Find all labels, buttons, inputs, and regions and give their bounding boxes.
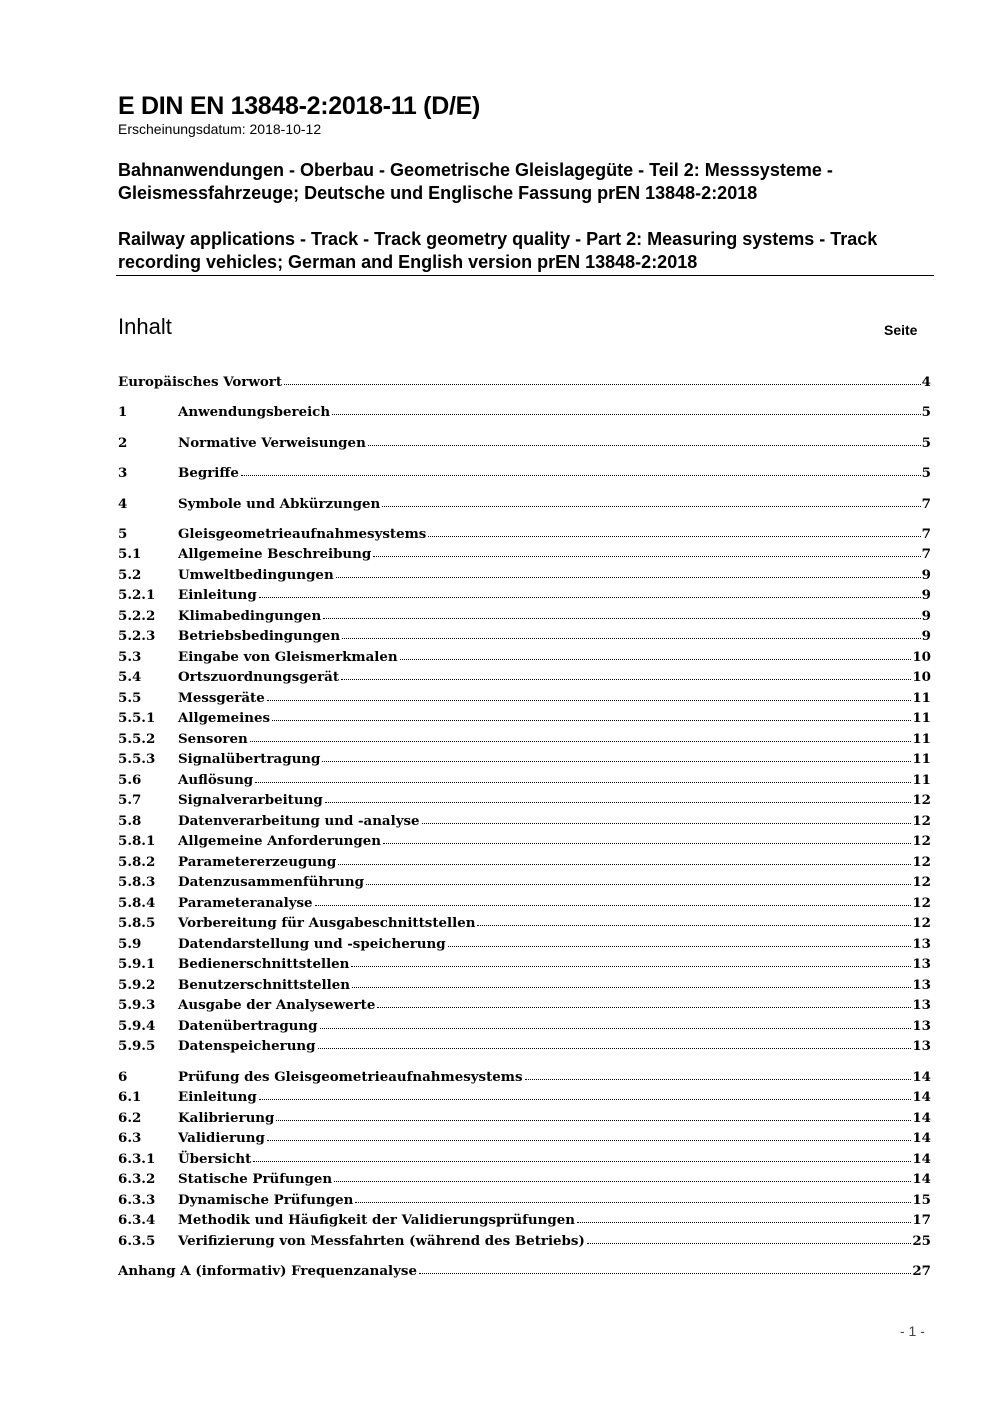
toc-entry-number: 5.3 — [118, 649, 142, 665]
toc-entry-number: 5.2.2 — [118, 608, 156, 624]
toc-dot-leader — [334, 1181, 911, 1182]
toc-dot-leader — [587, 1243, 912, 1244]
toc-entry[interactable] — [118, 747, 931, 767]
toc-entry[interactable] — [118, 522, 931, 542]
toc-dot-leader — [325, 802, 912, 803]
toc-entry-number: 5.8.2 — [118, 854, 156, 870]
toc-entry-title: Anwendungsbereich — [178, 404, 331, 420]
toc-entry-title: Übersicht — [178, 1151, 252, 1167]
toc-entry-number: 5.9.1 — [118, 956, 156, 972]
toc-entry-title: Allgemeine Beschreibung — [178, 546, 372, 562]
toc-entry-title: Normative Verweisungen — [178, 435, 366, 451]
toc-entry-number: 5.1 — [118, 546, 142, 562]
toc-dot-leader — [373, 556, 920, 557]
toc-dot-leader — [338, 864, 911, 865]
toc-entry-number: 5.6 — [118, 772, 142, 788]
toc-entry-title: Ortszuordnungsgerät — [178, 669, 340, 685]
toc-entry-title: Verifizierung von Messfahrten (während des Betriebs) — [178, 1233, 585, 1249]
toc-entry[interactable] — [118, 431, 931, 451]
toc-entry-title: Auflösung — [178, 772, 254, 788]
toc-entry[interactable] — [118, 706, 931, 726]
toc-entry-title: Signalverarbeitung — [178, 792, 323, 808]
toc-entry-title: Ausgabe der Analysewerte — [178, 997, 376, 1013]
toc-entry-page: 12 — [912, 915, 931, 931]
toc-entry-title: Validierung — [178, 1130, 265, 1146]
toc-entry-page: 13 — [912, 936, 931, 952]
toc-dot-leader — [355, 1202, 911, 1203]
toc-entry-page: 10 — [912, 669, 931, 685]
toc-entry-number: 5.9 — [118, 936, 142, 952]
toc-dot-leader — [318, 1048, 912, 1049]
toc-entry-page: 14 — [912, 1089, 931, 1105]
toc-entry-page: 4 — [921, 374, 931, 390]
toc-entry-page: 11 — [912, 751, 931, 767]
toc-entry-number: 5.5 — [118, 690, 142, 706]
toc-dot-leader — [422, 823, 912, 824]
toc-dot-leader — [241, 475, 921, 476]
toc-entry-page: 12 — [912, 874, 931, 890]
toc-entry-title: Statische Prüfungen — [178, 1171, 333, 1187]
toc-entry-page: 7 — [921, 526, 931, 542]
toc-entry-title: Datenzusammenführung — [178, 874, 364, 890]
toc-entry-title: Eingabe von Gleismerkmalen — [178, 649, 398, 665]
toc-entry[interactable] — [118, 1106, 931, 1126]
toc-entry[interactable] — [118, 624, 931, 644]
toc-entry-number: 5.2.3 — [118, 628, 156, 644]
toc-entry-number: 5.5.3 — [118, 751, 156, 767]
toc-entry-number: 5.5.1 — [118, 710, 156, 726]
toc-dot-leader — [428, 536, 920, 537]
toc-entry-number: 6.3.4 — [118, 1212, 156, 1228]
toc-entry-page: 13 — [912, 977, 931, 993]
toc-entry-number: 5.9.4 — [118, 1018, 156, 1034]
toc-entry[interactable] — [118, 370, 931, 390]
toc-entry-page: 14 — [912, 1130, 931, 1146]
toc-dot-leader — [419, 1273, 911, 1274]
toc-entry[interactable] — [118, 788, 931, 808]
toc-entry-page: 12 — [912, 854, 931, 870]
toc-entry-title: Datenübertragung — [178, 1018, 318, 1034]
toc-dot-leader — [259, 1099, 912, 1100]
toc-dot-leader — [272, 720, 911, 721]
toc-entry-number: 4 — [118, 496, 128, 512]
page-number: - 1 - — [900, 1323, 925, 1339]
toc-entry[interactable] — [118, 583, 931, 603]
toc-entry-number: 5.7 — [118, 792, 142, 808]
toc-entry-page: 13 — [912, 997, 931, 1013]
toc-entry-title: Klimabedingungen — [178, 608, 322, 624]
toc-entry[interactable] — [118, 768, 931, 788]
toc-dot-leader — [255, 782, 911, 783]
toc-entry-page: 12 — [912, 792, 931, 808]
toc-entry-number: 5.4 — [118, 669, 142, 685]
toc-entry-number: 5.9.5 — [118, 1038, 156, 1054]
toc-entry[interactable] — [118, 1208, 931, 1228]
toc-entry-title: Datenspeicherung — [178, 1038, 316, 1054]
toc-entry-title: Prüfung des Gleisgeometrieaufnahmesystems — [178, 1069, 523, 1085]
toc-entry-page: 7 — [921, 546, 931, 562]
toc-entry-title: Bedienerschnittstellen — [178, 956, 350, 972]
toc-dot-leader — [336, 577, 921, 578]
toc-entry[interactable] — [118, 952, 931, 972]
toc-entry-page: 14 — [912, 1069, 931, 1085]
toc-entry-page: 14 — [912, 1171, 931, 1187]
toc-entry-title: Europäisches Vorwort — [118, 374, 283, 390]
toc-entry-page: 13 — [912, 1038, 931, 1054]
toc-entry-number: 5.5.2 — [118, 731, 156, 747]
toc-dot-leader — [320, 1028, 912, 1029]
toc-dot-leader — [267, 700, 912, 701]
toc-entry-page: 12 — [912, 813, 931, 829]
toc-entry[interactable] — [118, 870, 931, 890]
toc-entry-title: Umweltbedingungen — [178, 567, 334, 583]
toc-entry-title: Dynamische Prüfungen — [178, 1192, 354, 1208]
toc-dot-leader — [315, 905, 912, 906]
toc-entry-title: Kalibrierung — [178, 1110, 275, 1126]
toc-entry-page: 7 — [921, 496, 931, 512]
toc-entry-page: 11 — [912, 690, 931, 706]
toc-entry-title: Allgemeine Anforderungen — [178, 833, 382, 849]
toc-entry-number: 6 — [118, 1069, 128, 1085]
toc-entry-page: 25 — [912, 1233, 931, 1249]
toc-entry-page: 11 — [912, 772, 931, 788]
toc-dot-leader — [284, 384, 921, 385]
toc-entry-page: 15 — [912, 1192, 931, 1208]
toc-entry[interactable] — [118, 604, 931, 624]
title-divider — [116, 275, 934, 276]
toc-entry[interactable] — [118, 1065, 931, 1085]
toc-entry-page: 10 — [912, 649, 931, 665]
toc-entry[interactable] — [118, 1147, 931, 1167]
toc-entry-number: 3 — [118, 465, 128, 481]
toc-entry[interactable] — [118, 665, 931, 685]
toc-dot-leader — [332, 414, 921, 415]
toc-entry-title: Begriffe — [178, 465, 239, 481]
toc-entry-number: 5.8.5 — [118, 915, 156, 931]
toc-entry[interactable] — [118, 809, 931, 829]
toc-dot-leader — [351, 966, 911, 967]
toc-entry-title: Signalübertragung — [178, 751, 321, 767]
toc-dot-leader — [382, 506, 920, 507]
toc-entry-title: Parameteranalyse — [178, 895, 313, 911]
toc-dot-leader — [383, 843, 911, 844]
toc-entry-page: 5 — [921, 465, 931, 481]
toc-dot-leader — [352, 987, 911, 988]
toc-entry-number: 6.3.1 — [118, 1151, 156, 1167]
toc-dot-leader — [323, 618, 920, 619]
toc-entry-title: Sensoren — [178, 731, 248, 747]
toc-entry[interactable] — [118, 563, 931, 583]
toc-entry[interactable] — [118, 850, 931, 870]
german-title: Bahnanwendungen - Oberbau - Geometrische Gleislagegüte - Teil 2: Messsysteme - Gleismessfahrzeuge; Deutsche und Englische Fassung prEN 13848-2:2018 — [118, 160, 833, 203]
toc-entry-title: Parametererzeugung — [178, 854, 337, 870]
toc-entry-number: 6.3.5 — [118, 1233, 156, 1249]
toc-dot-leader — [276, 1120, 911, 1121]
toc-entry-title: Methodik und Häufigkeit der Validierungsprüfungen — [178, 1212, 575, 1228]
toc-entry[interactable] — [118, 911, 931, 931]
toc-entry[interactable] — [118, 727, 931, 747]
toc-entry[interactable] — [118, 1014, 931, 1034]
toc-entry[interactable] — [118, 1167, 931, 1187]
toc-entry-number: 5.2 — [118, 567, 142, 583]
toc-entry[interactable] — [118, 645, 931, 665]
toc-entry-page: 11 — [912, 710, 931, 726]
toc-entry[interactable] — [118, 542, 931, 562]
english-title: Railway applications - Track - Track geometry quality - Part 2: Measuring systems - Track recording vehicles; German and English version prEN 13848-2:2018 — [118, 229, 878, 272]
toc-entry[interactable] — [118, 686, 931, 706]
toc-entry-title: Benutzerschnittstellen — [178, 977, 350, 993]
toc-entry-page: 11 — [912, 731, 931, 747]
publication-date: Erscheinungsdatum: 2018-10-12 — [118, 121, 322, 137]
toc-entry-page: 5 — [921, 404, 931, 420]
toc-entry-page: 13 — [912, 956, 931, 972]
toc-entry[interactable] — [118, 492, 931, 512]
toc-page-label: Seite — [884, 322, 918, 338]
toc-entry-number: 6.3 — [118, 1130, 142, 1146]
toc-entry-title: Betriebsbedingungen — [178, 628, 341, 644]
toc-dot-leader — [267, 1140, 911, 1141]
toc-entry-page: 27 — [912, 1263, 931, 1279]
toc-entry-page: 9 — [921, 567, 931, 583]
toc-dot-leader — [400, 659, 912, 660]
toc-entry-title: Allgemeines — [178, 710, 271, 726]
toc-entry-number: 5.9.3 — [118, 997, 156, 1013]
toc-entry[interactable] — [118, 932, 931, 952]
toc-entry[interactable] — [118, 1229, 931, 1249]
toc-entry-number: 5 — [118, 526, 128, 542]
toc-entry-page: 5 — [921, 435, 931, 451]
toc-dot-leader — [368, 445, 921, 446]
toc-dot-leader — [253, 1161, 911, 1162]
toc-entry-title: Gleisgeometrieaufnahmesystems — [178, 526, 427, 542]
toc-entry-number: 5.8.4 — [118, 895, 156, 911]
toc-dot-leader — [322, 761, 911, 762]
toc-entry-title: Vorbereitung für Ausgabeschnittstellen — [178, 915, 476, 931]
toc-dot-leader — [448, 946, 912, 947]
toc-entry[interactable] — [118, 973, 931, 993]
toc-entry-page: 17 — [912, 1212, 931, 1228]
toc-entry-page: 13 — [912, 1018, 931, 1034]
toc-entry-page: 14 — [912, 1151, 931, 1167]
toc-entry-number: 5.2.1 — [118, 587, 156, 603]
toc-entry-number: 6.2 — [118, 1110, 142, 1126]
toc-entry-title: Einleitung — [178, 587, 257, 603]
toc-entry-number: 6.3.3 — [118, 1192, 156, 1208]
toc-entry-number: 6.1 — [118, 1089, 142, 1105]
toc-entry[interactable] — [118, 461, 931, 481]
toc-entry-number: 1 — [118, 404, 128, 420]
toc-entry-page: 9 — [921, 587, 931, 603]
toc-entry[interactable] — [118, 1188, 931, 1208]
toc-entry-page: 14 — [912, 1110, 931, 1126]
toc-entry[interactable] — [118, 1126, 931, 1146]
toc-entry-page: 9 — [921, 628, 931, 644]
toc-dot-leader — [477, 925, 911, 926]
toc-entry-page: 12 — [912, 833, 931, 849]
toc-dot-leader — [577, 1222, 911, 1223]
toc-entry-number: 5.8.1 — [118, 833, 156, 849]
document-title: E DIN EN 13848-2:2018-11 (D/E) — [118, 92, 481, 120]
toc-entry-title: Anhang A (informativ) Frequenzanalyse — [118, 1263, 417, 1279]
toc-entry-title: Einleitung — [178, 1089, 257, 1105]
toc-entry[interactable] — [118, 1034, 931, 1054]
toc-entry-number: 6.3.2 — [118, 1171, 156, 1187]
toc-entry-number: 5.8.3 — [118, 874, 156, 890]
toc-entry-number: 5.8 — [118, 813, 142, 829]
toc-dot-leader — [342, 638, 921, 639]
toc-dot-leader — [377, 1007, 911, 1008]
toc-entry-title: Datenverarbeitung und -analyse — [178, 813, 420, 829]
toc-entry-title: Symbole und Abkürzungen — [178, 496, 381, 512]
toc-entry[interactable] — [118, 993, 931, 1013]
toc-entry[interactable] — [118, 400, 931, 420]
toc-dot-leader — [341, 679, 911, 680]
toc-entry[interactable] — [118, 829, 931, 849]
toc-entry-number: 5.9.2 — [118, 977, 156, 993]
toc-entry-page: 9 — [921, 608, 931, 624]
toc-entry-page: 12 — [912, 895, 931, 911]
toc-entry-number: 2 — [118, 435, 128, 451]
toc-entry-title: Messgeräte — [178, 690, 265, 706]
toc-entry[interactable] — [118, 1259, 931, 1279]
toc-entry[interactable] — [118, 891, 931, 911]
toc-heading: Inhalt — [118, 314, 172, 339]
toc-dot-leader — [525, 1079, 912, 1080]
toc-dot-leader — [259, 597, 921, 598]
toc-dot-leader — [366, 884, 911, 885]
toc-entry-title: Datendarstellung und -speicherung — [178, 936, 446, 952]
toc-entry[interactable] — [118, 1085, 931, 1105]
toc-dot-leader — [250, 741, 912, 742]
